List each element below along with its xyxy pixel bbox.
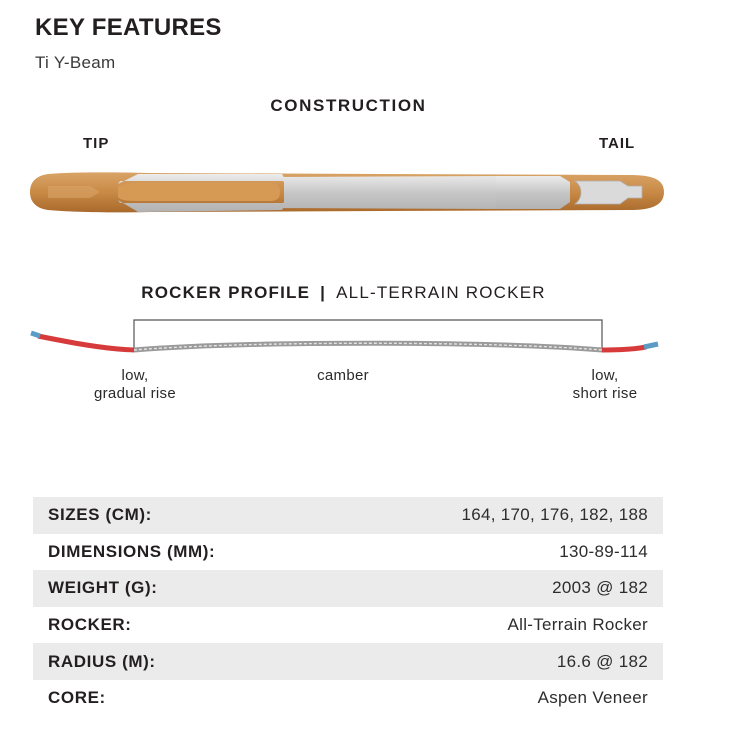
tip-rocker	[38, 336, 134, 350]
rocker-type: ALL-TERRAIN ROCKER	[336, 283, 546, 302]
table-row	[33, 570, 663, 607]
construction-heading: CONSTRUCTION	[270, 96, 427, 115]
tip-end	[31, 333, 40, 336]
tip-label: TIP	[83, 135, 110, 152]
spec-value: Aspen Veneer	[537, 688, 648, 708]
tail-rise-line-2: short rise	[572, 385, 638, 402]
tip-nose-insert	[48, 186, 100, 198]
rocker-profile-heading	[0, 283, 687, 303]
tail-rise-label	[555, 367, 655, 403]
rocker-separator: |	[320, 283, 327, 302]
page-title: KEY FEATURES	[35, 14, 222, 41]
spec-label: SIZES (CM):	[33, 497, 333, 534]
tip-rise-line-1: low,	[121, 367, 149, 384]
page-subtitle: Ti Y-Beam	[35, 53, 116, 72]
spec-value: 2003 @ 182	[333, 570, 663, 607]
tail-rocker	[602, 347, 646, 350]
tail-metal	[496, 176, 570, 209]
spec-value: 164, 170, 176, 182, 188	[333, 497, 663, 534]
spec-label: ROCKER:	[48, 615, 132, 635]
tail-rise-line-1: low,	[591, 367, 619, 384]
table-row	[33, 680, 663, 717]
rocker-profile-label: ROCKER PROFILE	[141, 283, 311, 302]
spec-value: 16.6 @ 182	[333, 643, 663, 680]
spec-value: All-Terrain Rocker	[507, 615, 648, 635]
tail-label: TAIL	[599, 135, 636, 152]
table-row	[33, 643, 663, 680]
table-row	[33, 534, 663, 571]
tip-rise-label	[85, 367, 185, 403]
ski-construction-diagram	[30, 168, 670, 218]
spec-label: RADIUS (M):	[33, 643, 333, 680]
table-row	[33, 607, 663, 644]
specs-table	[33, 497, 663, 717]
spec-label: DIMENSIONS (MM):	[48, 541, 216, 561]
tip-wood-insert	[118, 183, 280, 201]
tip-rise-line-2: gradual rise	[94, 385, 176, 402]
spec-label: WEIGHT (G):	[33, 570, 333, 607]
camber-label: camber	[317, 367, 369, 384]
tail-end	[644, 344, 658, 347]
table-row	[33, 497, 663, 534]
spec-value: 130-89-114	[559, 541, 648, 561]
rocker-profile-diagram	[28, 316, 668, 366]
spec-label: CORE:	[48, 688, 106, 708]
